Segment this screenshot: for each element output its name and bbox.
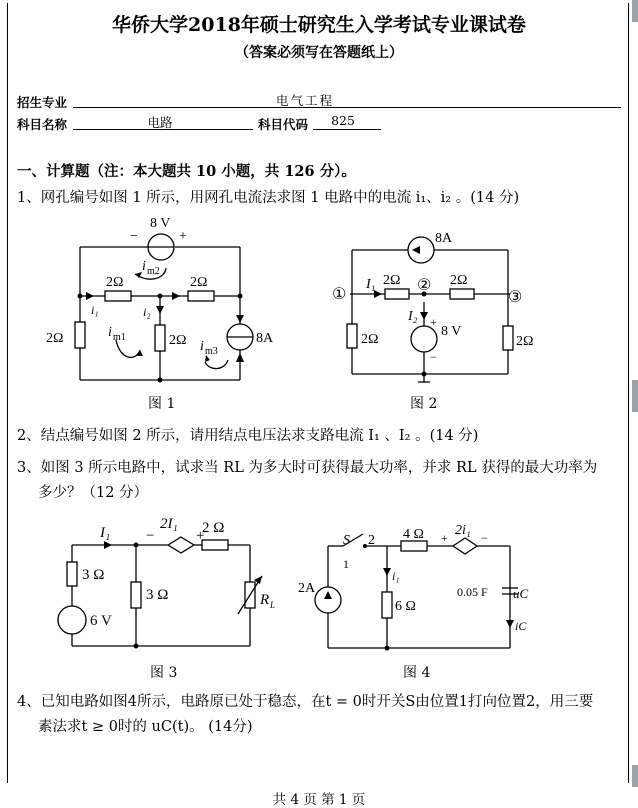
fig4-pos2: 2 xyxy=(368,533,375,548)
code-value: 825 xyxy=(331,113,355,128)
fig2-isrc: 8A xyxy=(435,231,453,246)
fig2-r-left: 2Ω xyxy=(361,332,379,347)
fig4-iC: iC xyxy=(515,619,527,633)
fig2-minus: − xyxy=(430,350,437,364)
fig3-I1: I₁ xyxy=(100,525,111,541)
figure-3-circuit xyxy=(50,510,285,660)
scroll-edge-top[interactable] xyxy=(632,0,638,22)
fig1-im1-sub: m1 xyxy=(113,332,126,343)
fig2-node2: ② xyxy=(417,277,432,294)
fig1-r-top2: 2Ω xyxy=(190,275,208,290)
fig3-RL: R xyxy=(260,592,270,608)
fig3-dep: 2I₁ xyxy=(160,516,178,532)
figure-1-circuit xyxy=(40,210,290,390)
fig1-im3-sub: m3 xyxy=(205,346,218,357)
fig3-plus: + xyxy=(196,528,205,544)
figure-4-circuit xyxy=(295,518,540,658)
fig1-r-top1: 2Ω xyxy=(106,275,124,290)
fig1-r-mid: 2Ω xyxy=(169,333,187,348)
figure-2-circuit xyxy=(330,222,545,387)
fig4-plus: + xyxy=(441,531,448,545)
fig1-vsrc-label: 8 V xyxy=(150,216,171,231)
question-4-line2: 素法求t ≥ 0时的 uC(t)。 (14分) xyxy=(38,719,253,735)
fig3-r-series: 2 Ω xyxy=(202,520,225,536)
fig2-plus: + xyxy=(430,315,437,329)
fig4-caption: 图 4 xyxy=(403,665,431,681)
fig2-caption: 图 2 xyxy=(410,396,438,412)
fig3-RL-sub: L xyxy=(270,600,276,610)
major-value: 电气工程 xyxy=(275,93,334,108)
fig2-r1: 2Ω xyxy=(383,273,401,288)
fig2-r-right: 2Ω xyxy=(516,334,534,349)
fig3-minus: − xyxy=(146,528,155,544)
subject-label: 科目名称 xyxy=(17,117,68,132)
fig3-caption: 图 3 xyxy=(150,665,178,681)
scroll-edge-bottom[interactable] xyxy=(632,765,638,787)
code-underline xyxy=(313,129,381,130)
scroll-edge-middle[interactable] xyxy=(632,380,638,412)
subject-value: 电路 xyxy=(147,115,173,130)
exam-title: 华侨大学2018年硕士研究生入学考试专业课试卷 xyxy=(112,14,526,36)
section-heading: 一、计算题（注：本大题共 10 小题，共 126 分）。 xyxy=(17,163,356,180)
fig3-vsrc: 6 V xyxy=(90,613,112,629)
fig4-cap: 0.05 F xyxy=(457,585,488,599)
major-label: 招生专业 xyxy=(17,95,68,110)
page-footer: 共 4 页 第 1 页 xyxy=(272,792,366,808)
fig4-uC: uC xyxy=(513,586,529,601)
fig1-minus: − xyxy=(130,229,138,244)
code-label: 科目代码 xyxy=(258,117,309,132)
fig1-caption: 图 1 xyxy=(148,396,176,412)
fig1-i2: i₂ xyxy=(143,305,151,319)
fig4-S: S xyxy=(343,533,350,548)
fig1-im2-sub: m2 xyxy=(147,266,160,277)
fig2-I2: I₂ xyxy=(408,309,418,324)
fig1-im1: i xyxy=(108,325,112,340)
fig4-i1: i₁ xyxy=(392,569,400,583)
fig2-node1: ① xyxy=(332,286,347,303)
fig3-r-left: 3 Ω xyxy=(82,567,105,583)
fig1-isrc: 8A xyxy=(256,331,274,346)
fig2-I1: I₁ xyxy=(366,277,376,292)
fig4-dep: 2i₁ xyxy=(455,523,471,538)
fig2-r2: 2Ω xyxy=(450,273,468,288)
question-4-line1: 4、已知电路如图4所示，电路原已处于稳态，在t = 0时开关S由位置1打向位置2，用三要 xyxy=(17,694,594,710)
fig3-r-mid: 3 Ω xyxy=(146,587,169,603)
fig4-minus: − xyxy=(481,531,488,545)
fig1-plus: + xyxy=(179,229,187,244)
fig1-im3: i xyxy=(200,339,204,354)
fig2-node3: ③ xyxy=(508,289,523,306)
fig1-im2: i xyxy=(142,259,146,274)
fig1-i1: i₁ xyxy=(91,303,99,317)
fig4-pos1: 1 xyxy=(343,557,349,571)
fig2-vsrc: 8 V xyxy=(441,324,462,339)
question-1: 1、网孔编号如图 1 所示，用网孔电流法求图 1 电路中的电流 i₁、i₂ 。(14 分) xyxy=(17,190,520,206)
exam-subtitle: （答案必须写在答题纸上） xyxy=(235,45,403,61)
fig4-isrc: 2A xyxy=(298,581,316,596)
question-2: 2、结点编号如图 2 所示，请用结点电压法求支路电流 I₁ 、I₂ 。(14 分) xyxy=(17,428,479,444)
fig4-r4: 4 Ω xyxy=(403,527,424,542)
fig4-r6: 6 Ω xyxy=(395,599,416,614)
fig1-r-left: 2Ω xyxy=(46,331,64,346)
question-3-line1: 3、如图 3 所示电路中，试求当 RL 为多大时可获得最大功率，并求 RL 获得的最大功率为 xyxy=(17,460,598,476)
question-3-line2: 多少？（12 分） xyxy=(38,485,149,501)
